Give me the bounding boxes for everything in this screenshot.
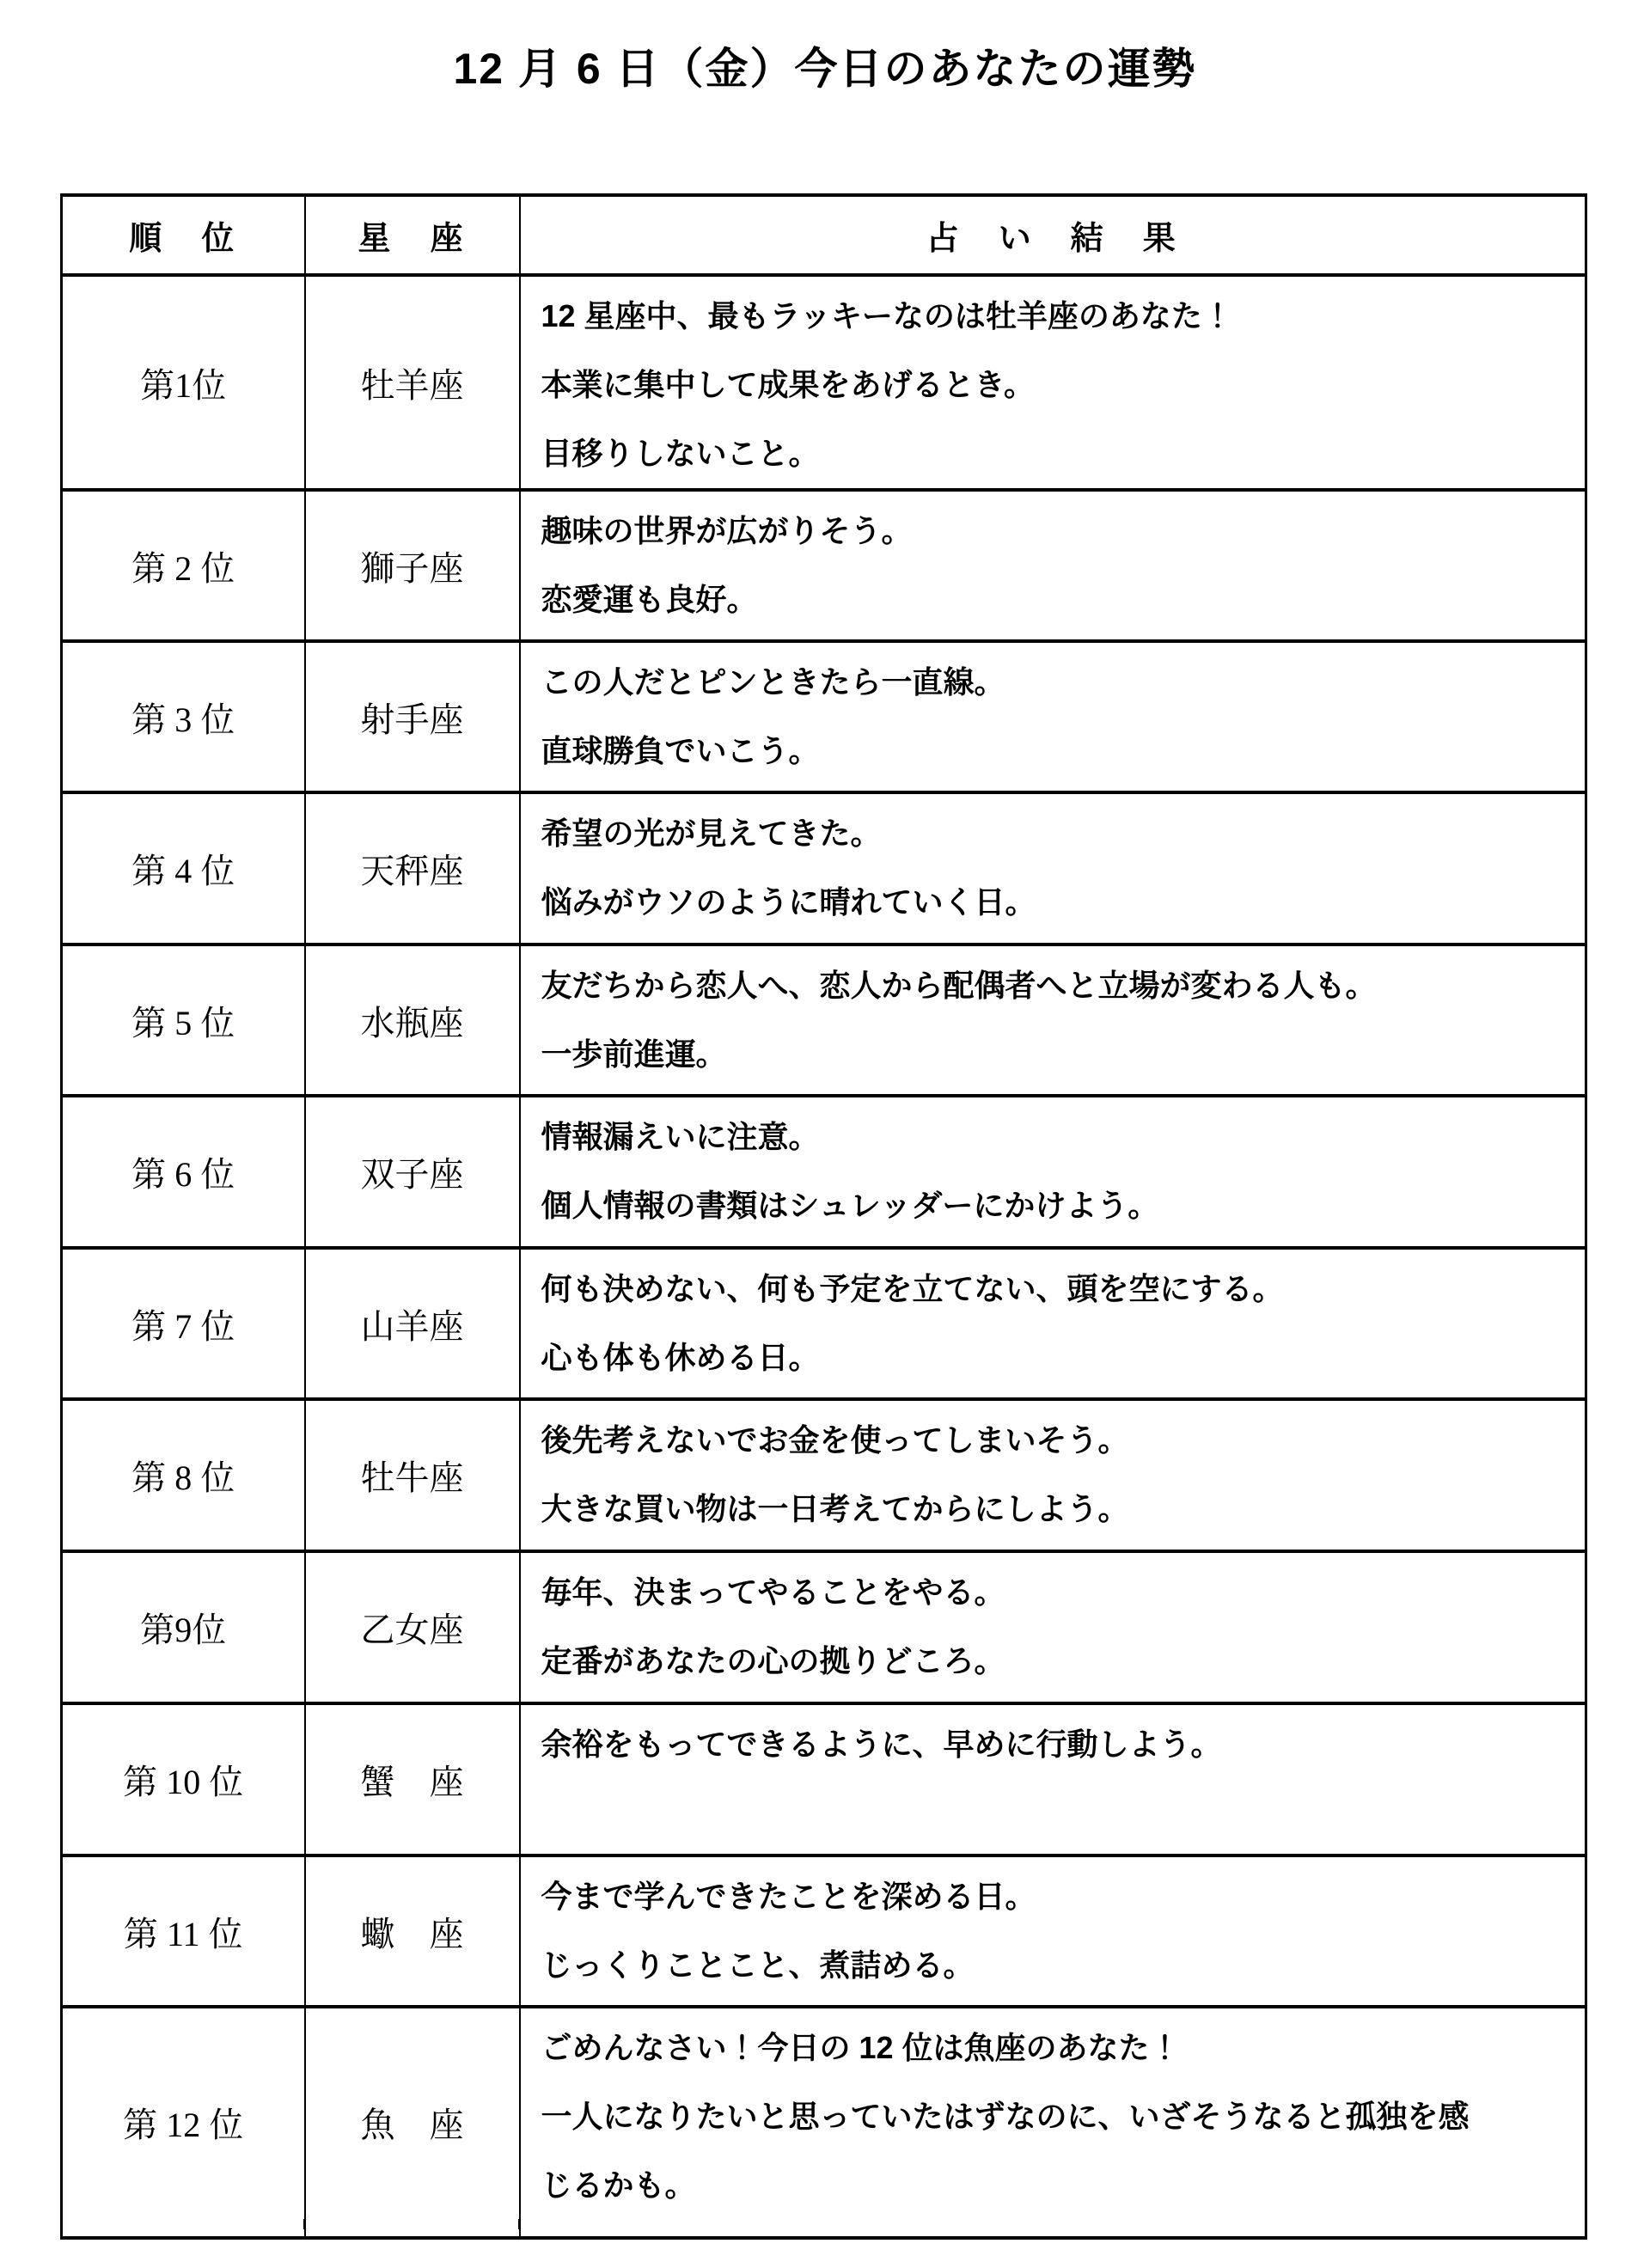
result-cell (520, 1551, 1586, 1703)
sign-cell: 天秤座 (305, 792, 520, 944)
result-cell (520, 2007, 1586, 2238)
table-row (62, 944, 1586, 1096)
sign-cell: 乙女座 (305, 1551, 520, 1703)
sign-cell: 蟹 座 (305, 1703, 520, 1855)
rank-cell: 第 8 位 (62, 1399, 305, 1551)
rank-cell: 第 4 位 (62, 792, 305, 944)
header-row (62, 195, 1586, 275)
table-row (62, 1399, 1586, 1551)
column-header-result: 占 い 結 果 (520, 195, 1586, 275)
fortune-line: 一人になりたいと思っていたはずなのに、いざそうなると孤独を感 (541, 2099, 1470, 2134)
rank-cell: 第 12 位 (62, 2007, 305, 2238)
table-border-artifact (518, 2219, 521, 2229)
result-cell (520, 792, 1586, 944)
rank-cell: 第 6 位 (62, 1096, 305, 1248)
fortune-line: 希望の光が見えてきた。 (541, 816, 882, 851)
fortune-line: 趣味の世界が広がりそう。 (541, 513, 913, 548)
result-cell (520, 490, 1586, 641)
table-row (62, 1703, 1586, 1855)
fortune-line: 本業に集中して成果をあげるとき。 (541, 367, 1036, 402)
table-row (62, 1248, 1586, 1399)
table-row (62, 1096, 1586, 1248)
table-row (62, 2007, 1586, 2238)
fortune-line: 友だちから恋人へ、恋人から配偶者へと立場が変わる人も。 (541, 968, 1377, 1003)
fortune-line: 余裕をもってできるように、早めに行動しよう。 (541, 1727, 1222, 1762)
table-border-artifact (303, 2219, 306, 2229)
sign-cell: 双子座 (305, 1096, 520, 1248)
fortune-line: 悩みがウソのように晴れていく日。 (541, 884, 1036, 920)
table-row (62, 1551, 1586, 1703)
table-row (62, 1855, 1586, 2007)
fortune-table (60, 193, 1587, 2240)
fortune-line: この人だとピンときたら一直線。 (541, 664, 1005, 700)
fortune-line: 個人情報の書類はシュレッダーにかけよう。 (541, 1188, 1159, 1223)
sign-cell: 射手座 (305, 641, 520, 792)
sign-cell: 水瓶座 (305, 944, 520, 1096)
table-row (62, 792, 1586, 944)
column-header-sign: 星 座 (305, 195, 520, 275)
result-cell (520, 1248, 1586, 1399)
fortune-line: 情報漏えいに注意。 (541, 1119, 820, 1154)
result-cell (520, 1703, 1586, 1855)
sign-cell: 山羊座 (305, 1248, 520, 1399)
rank-cell: 第1位 (62, 275, 305, 490)
sign-cell: 牡牛座 (305, 1399, 520, 1551)
sign-cell: 魚 座 (305, 2007, 520, 2238)
fortune-line: じっくりことこと、煮詰める。 (541, 1947, 975, 1983)
fortune-line: 大きな買い物は一日考えてからにしよう。 (541, 1491, 1129, 1526)
fortune-line: 恋愛運も良好。 (541, 582, 758, 617)
table-row (62, 641, 1586, 792)
page-title: 12 月 6 日（金）今日のあなたの運勢 (453, 44, 1197, 93)
fortune-line: ごめんなさい！今日の 12 位は魚座のあなた！ (541, 2030, 1181, 2065)
fortune-line: 定番があなたの心の拠りどころ。 (541, 1643, 1005, 1678)
fortune-line: 直球勝負でいこう。 (541, 733, 820, 768)
fortune-line: 心も体も休める日。 (541, 1340, 820, 1375)
fortune-line: じるかも。 (541, 2167, 696, 2203)
fortune-line: 何も決めない、何も予定を立てない、頭を空にする。 (541, 1271, 1284, 1306)
table-row (62, 275, 1586, 490)
fortune-line: 目移りしないこと。 (541, 436, 820, 471)
result-cell (520, 1399, 1586, 1551)
fortune-line: 今まで学んできたことを深める日。 (541, 1879, 1036, 1914)
sign-cell: 牡羊座 (305, 275, 520, 490)
rank-cell: 第 7 位 (62, 1248, 305, 1399)
result-cell (520, 275, 1586, 490)
rank-cell: 第 2 位 (62, 490, 305, 641)
result-cell (520, 1096, 1586, 1248)
result-cell (520, 1855, 1586, 2007)
rank-cell: 第 11 位 (62, 1855, 305, 2007)
fortune-line: 12 星座中、最もラッキーなのは牡羊座のあなた！ (541, 298, 1233, 333)
sign-cell: 蠍 座 (305, 1855, 520, 2007)
column-header-rank: 順 位 (62, 195, 305, 275)
rank-cell: 第 10 位 (62, 1703, 305, 1855)
result-cell (520, 641, 1586, 792)
table-row (62, 490, 1586, 641)
fortune-line: 毎年、決まってやることをやる。 (541, 1574, 1005, 1610)
fortune-line: 一歩前進運。 (541, 1036, 727, 1072)
fortune-line: 後先考えないでお金を使ってしまいそう。 (541, 1422, 1129, 1458)
rank-cell: 第9位 (62, 1551, 305, 1703)
sign-cell: 獅子座 (305, 490, 520, 641)
result-cell (520, 944, 1586, 1096)
rank-cell: 第 3 位 (62, 641, 305, 792)
rank-cell: 第 5 位 (62, 944, 305, 1096)
